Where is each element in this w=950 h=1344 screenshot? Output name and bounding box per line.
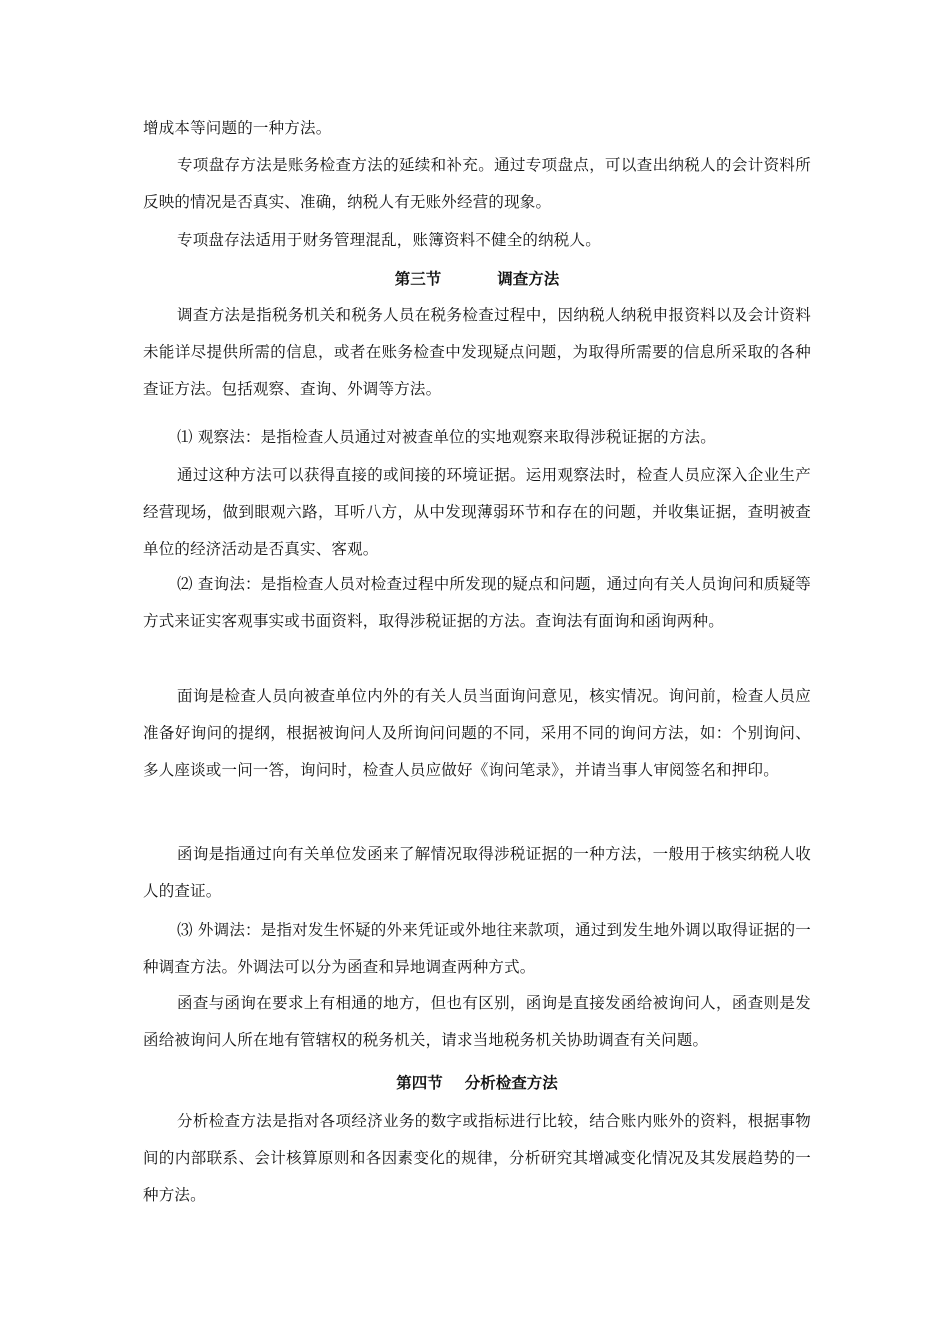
section-title: 分析检查方法 <box>464 1074 558 1092</box>
section-number: 第四节 <box>396 1074 443 1092</box>
paragraph: ⑶ 外调法：是指对发生怀疑的外来凭证或外地往来款项，通过到发生地外调以取得证据的一种调查方法。外调法可以分为函查和异地调查两种方式。 <box>143 921 811 976</box>
paragraph: ⑵ 查询法：是指检查人员对检查过程中所发现的疑点和问题，通过向有关人员询问和质疑等方式来证实客观事实或书面资料，取得涉税证据的方法。查询法有面询和函询两种。 <box>143 575 811 630</box>
section-title: 调查方法 <box>497 270 560 288</box>
paragraph: 面询是检查人员向被查单位内外的有关人员当面询问意见，核实情况。询问前，检查人员应准备好询问的提纲，根据被询问人及所询问问题的不同，采用不同的询问方法，如：个别询问、多人座谈或一问一答，询问时，检查人员应做好《询问笔录》，并请当事人审阅签名和押印。 <box>143 687 811 779</box>
paragraph: 函查与函询在要求上有相通的地方，但也有区别，函询是直接发函给被询问人，函查则是发函给被询问人所在地有管辖权的税务机关，请求当地税务机关协助调查有关问题。 <box>143 994 811 1049</box>
paragraph: ⑴ 观察法：是指检查人员通过对被查单位的实地观察来取得涉税证据的方法。 <box>177 428 716 446</box>
paragraph: 增成本等问题的一种方法。 <box>143 119 332 137</box>
section-heading-3 <box>143 268 811 290</box>
paragraph: 通过这种方法可以获得直接的或间接的环境证据。运用观察法时，检查人员应深入企业生产经营现场，做到眼观六路，耳听八方，从中发现薄弱环节和存在的问题，并收集证据，查明被查单位的经济活动是否真实、客观。 <box>143 466 811 558</box>
paragraph: 函询是指通过向有关单位发函来了解情况取得涉税证据的一种方法，一般用于核实纳税人收人的查证。 <box>143 845 811 900</box>
paragraph: 专项盘存法适用于财务管理混乱，账簿资料不健全的纳税人。 <box>177 231 601 249</box>
section-heading-4 <box>143 1072 811 1094</box>
paragraph: 专项盘存方法是账务检查方法的延续和补充。通过专项盘点，可以查出纳税人的会计资料所反映的情况是否真实、准确，纳税人有无账外经营的现象。 <box>143 156 811 211</box>
paragraph: 调查方法是指税务机关和税务人员在税务检查过程中，因纳税人纳税申报资料以及会计资料未能详尽提供所需的信息，或者在账务检查中发现疑点问题，为取得所需要的信息所采取的各种查证方法。包括观察、查询、外调等方法。 <box>143 306 811 398</box>
paragraph: 分析检查方法是指对各项经济业务的数字或指标进行比较，结合账内账外的资料，根据事物间的内部联系、会计核算原则和各因素变化的规律，分析研究其增减变化情况及其发展趋势的一种方法。 <box>143 1112 811 1204</box>
section-number: 第三节 <box>394 270 442 288</box>
